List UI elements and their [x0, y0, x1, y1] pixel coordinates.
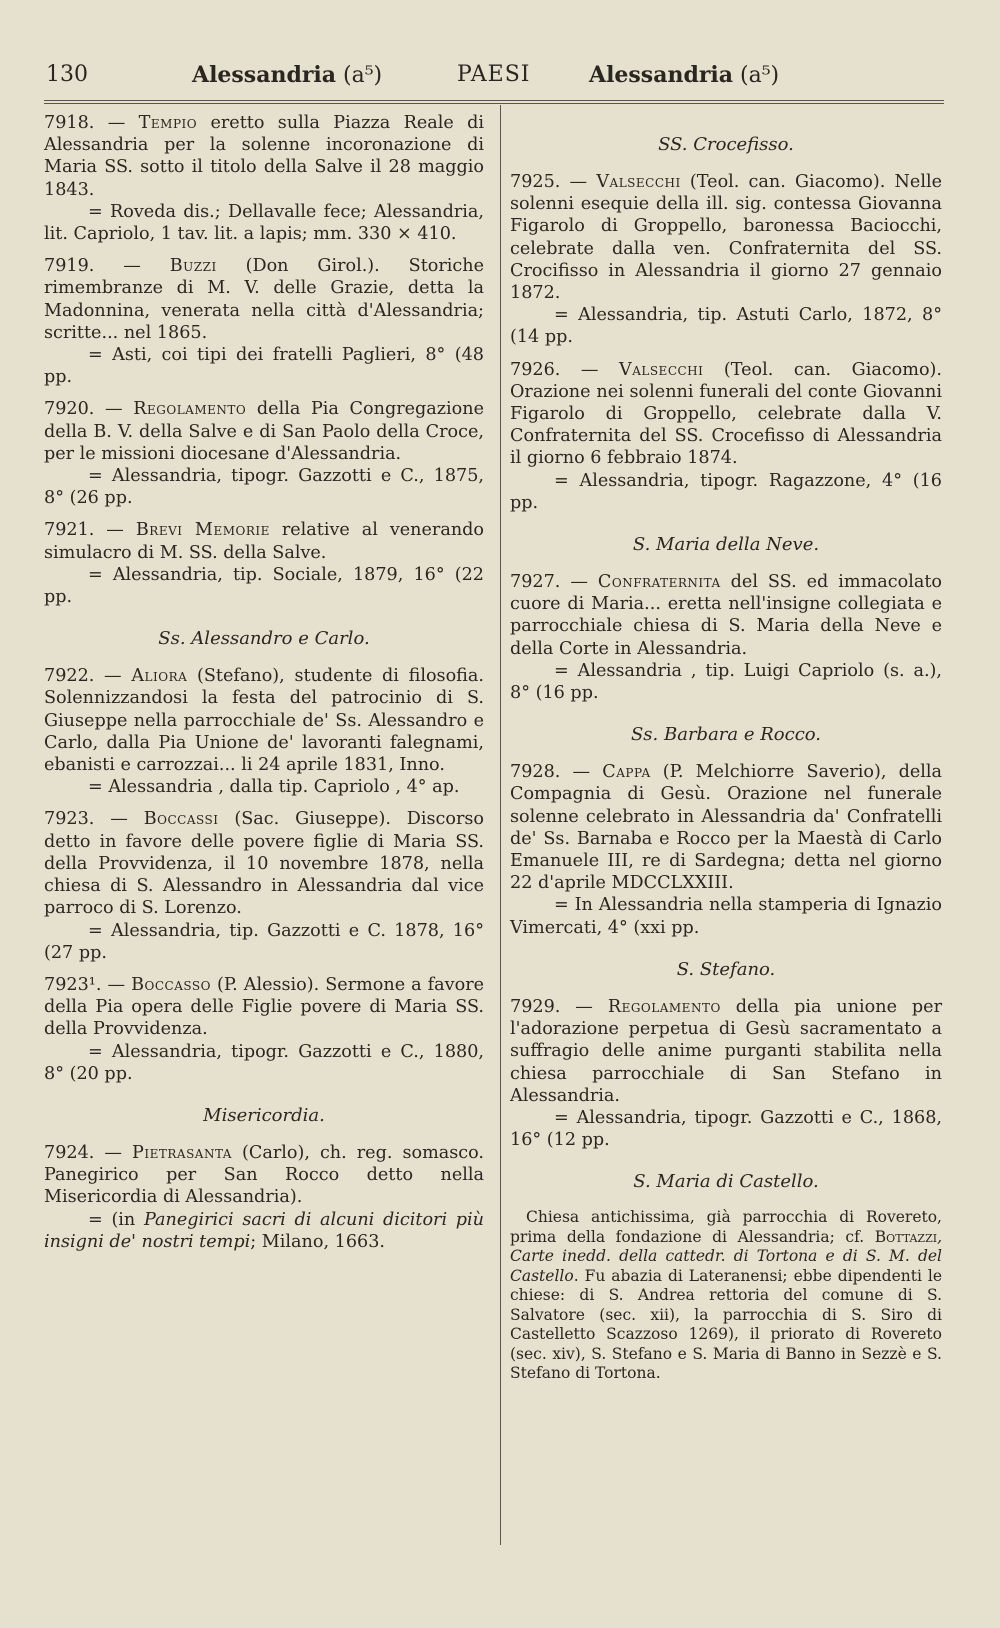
entry-number: 7925. — [510, 172, 588, 192]
entry-7921 [44, 519, 484, 608]
section-heading: S. Stefano. [676, 958, 776, 980]
entry-imprint: = Alessandria , tip. Luigi Capriolo (s. a.), 8° (16 pp. [510, 660, 942, 704]
note-author: Bottazzi [874, 1227, 938, 1246]
entry-imprint: = Alessandria, tipogr. Gazzotti e C., 1875, 8° (26 pp. [44, 466, 484, 509]
entry-7923-1 [44, 974, 484, 1085]
entry-text: (Sac. Giuseppe). Discorso detto in favore delle povere figlie di Maria SS. della Provvidenza, il 10 novembre 1878, nella chiesa di S. Alessandro in Alessandria dal vice parroco di S. Lorenzo. [44, 809, 485, 919]
running-header [44, 58, 800, 98]
entry-imprint: = Alessandria, tipogr. Gazzotti e C., 1880, 8° (20 pp. [44, 1041, 484, 1084]
entry-number: 7919. — [44, 256, 141, 277]
section-heading: Misericordia. [203, 1104, 325, 1126]
entry-imprint: = Roveda dis.; Dellavalle fece; Alessandria, lit. Capriolo, 1 tav. lit. a lapis; mm. 330 × 410. [44, 201, 484, 245]
entry-author: Brevi Memorie [135, 520, 270, 541]
entry-7922 [44, 665, 484, 798]
entry-text: relative al venerando simulacro di M. SS. della Salve. [44, 520, 484, 563]
entry-7923 [44, 808, 484, 963]
left-column [44, 112, 484, 1263]
header-left-title-text: Alessandria [192, 62, 337, 88]
entry-imprint: = Alessandria, tip. Gazzotti e C. 1878, 16° (27 pp. [44, 920, 484, 963]
entry-text: (Stefano), studente di filosofia. Solennizzandosi la festa del patrocinio di S. Giuseppe nella parrocchiale de' Ss. Alessandro e Carlo, dalla Pia Unione de' lavoranti falegnami, ebanisti e carrozzai... li 24 aprile 1831, Inno. [44, 666, 484, 776]
entry-author: Valsecchi [619, 359, 704, 380]
entry-author: Tempio [138, 113, 198, 133]
header-left-title [192, 62, 382, 88]
entry-author: Pietrasanta [132, 1142, 232, 1163]
entry-7928 [510, 761, 942, 939]
entry-author: Valsecchi [596, 172, 681, 192]
entry-text: eretto sulla Piazza Reale di Alessandria per la solenne incoronazione di Maria SS. sotto il titolo della Salve il 28 maggio 1843. [44, 113, 485, 200]
entry-number: 7918. — [44, 113, 126, 133]
note-title: , Carte inedd. della cattedr. di Tortona e di S. M. del Castello [510, 1227, 942, 1285]
entry-author: Regolamento [607, 996, 721, 1017]
section-heading: SS. Crocefisso. [658, 134, 794, 155]
header-center: PAESI [457, 62, 531, 87]
entry-author: Confraternita [597, 572, 721, 593]
column-divider [500, 105, 501, 1545]
entry-number: 7923¹. — [44, 974, 126, 995]
header-rule-2 [44, 103, 944, 104]
imprint-prefix: = (in [88, 1209, 144, 1230]
imprint-title: Panegirici sacri di alcuni dicitori più insigni de' nostri tempi [44, 1209, 485, 1252]
entry-imprint: = Alessandria , dalla tip. Capriolo , 4° ap. [88, 777, 460, 798]
header-left-sub: (a⁵) [343, 63, 383, 88]
entry-author: Aliora [131, 666, 188, 687]
entry-imprint: = Asti, coi tipi dei fratelli Paglieri, 8° (48 pp. [44, 345, 484, 388]
page-number: 130 [46, 62, 88, 87]
entry-7927 [510, 571, 942, 704]
entry-author: Regolamento [133, 399, 247, 420]
entry-number: 7922. — [44, 666, 122, 687]
entry-7925 [510, 171, 942, 349]
header-right-title-text: Alessandria [589, 62, 734, 88]
entry-author: Boccassi [143, 809, 219, 830]
entry-imprint: = Alessandria, tip. Astuti Carlo, 1872, 8° (14 pp. [510, 305, 942, 348]
header-right-title [589, 62, 779, 88]
entry-number: 7921. — [44, 520, 124, 541]
section-heading: S. Maria della Neve. [632, 534, 820, 556]
entry-7924 [44, 1142, 484, 1253]
entry-number: 7924. — [44, 1142, 122, 1163]
note-text: Chiesa antichissima, già parrocchia di Rovereto, prima della fondazione di Alessandria; cf. [510, 1208, 942, 1246]
historical-note [510, 1208, 942, 1384]
entry-author: Cappa [602, 762, 651, 783]
imprint-suffix: ; Milano, 1663. [250, 1231, 386, 1252]
entry-text: della pia unione per l'adorazione perpetua di Gesù sacramentato a suffragio delle anime purganti stabilita nella chiesa parrocchiale di San Stefano in Alessandria. [510, 996, 943, 1106]
entry-imprint: = In Alessandria nella stamperia di Ignazio Vimercati, 4° (xxi pp. [510, 895, 942, 938]
entry-7920 [44, 398, 484, 509]
entry-imprint: = Alessandria, tip. Sociale, 1879, 16° (22 pp. [44, 564, 484, 608]
note-text-2: . Fu abazia di Lateranensi; ebbe dipendenti le chiese: di S. Andrea rettoria del comune di S. Salvatore (sec. xii), la parrocchia di S. Siro di Castelletto Scazzoso 1269), il priorato di Rovereto (sec. xiv), S. Stefano e S. Maria di Banno in Sezzè e S. Stefano di Tortona. [510, 1266, 942, 1383]
entry-7918 [44, 112, 484, 245]
header-rule [44, 100, 944, 101]
entry-number: 7928. — [510, 762, 591, 783]
entry-text: (Carlo), ch. reg. somasco. Panegirico per San Rocco detto nella Misericordia di Alessandria). [44, 1142, 485, 1208]
section-heading: S. Maria di Castello. [633, 1171, 819, 1193]
entry-7926 [510, 359, 942, 514]
entry-7929 [510, 996, 942, 1151]
entry-7919 [44, 255, 484, 388]
entry-number: 7923. — [44, 809, 128, 830]
entry-number: 7920. — [44, 399, 123, 420]
section-heading: Ss. Barbara e Rocco. [630, 724, 822, 746]
entry-text: (P. Alessio). Sermone a favore della Pia opera delle Figlie povere di Maria SS. della Provvidenza. [44, 974, 485, 1040]
entry-text: del SS. ed immacolato cuore di Maria... eretta nell'insigne collegiata e parrocchiale chiesa di S. Maria della Neve e della Corte in Alessandria. [510, 572, 943, 659]
entry-number: 7926. — [510, 359, 599, 380]
entry-imprint: = Alessandria, tipogr. Ragazzone, 4° (16 pp. [510, 470, 942, 513]
entry-author: Buzzi [169, 256, 217, 277]
entry-text: (Teol. can. Giacomo). Orazione nei solenni funerali del conte Giovanni Figarolo di Groppello, celebrate dalla V. Confraternita del SS. Crocefisso di Alessandria il giorno 6 febbraio 1874. [510, 359, 942, 469]
header-right-sub: (a⁵) [740, 63, 780, 88]
entry-text: della Pia Congregazione della B. V. della Salve e di San Paolo della Croce, per le missioni diocesane d'Alessandria. [44, 399, 485, 464]
entry-text: (P. Melchiorre Saverio), della Compagnia di Gesù. Orazione nel funerale solenne celebrato in Alessandria da' Confratelli de' Ss. Barnaba e Rocco per la Maestà di Carlo Emanuele III, re di Sardegna; detta nel giorno 22 d'aprile MDCCLXXIII. [510, 762, 943, 894]
right-column [510, 112, 942, 1384]
section-heading: Ss. Alessandro e Carlo. [158, 628, 370, 650]
entry-text: (Don Girol.). Storiche rimembranze di M. V. delle Grazie, detta la Madonnina, venerata nella città d'Alessandria; scritte... nel 1865. [44, 256, 484, 343]
entry-imprint: = Alessandria, tipogr. Gazzotti e C., 1868, 16° (12 pp. [510, 1107, 942, 1151]
entry-number: 7929. — [510, 996, 593, 1017]
entry-number: 7927. — [510, 572, 588, 593]
entry-imprint [44, 1209, 484, 1253]
entry-author: Boccasso [131, 974, 211, 995]
entry-text: (Teol. can. Giacomo). Nelle solenni esequie della ill. sig. contessa Giovanna Figarolo di Groppello, baronessa Baciocchi, celebrate dalla ven. Confraternita del SS. Crocifisso in Alessandria il giorno 27 gennaio 1872. [510, 172, 943, 304]
